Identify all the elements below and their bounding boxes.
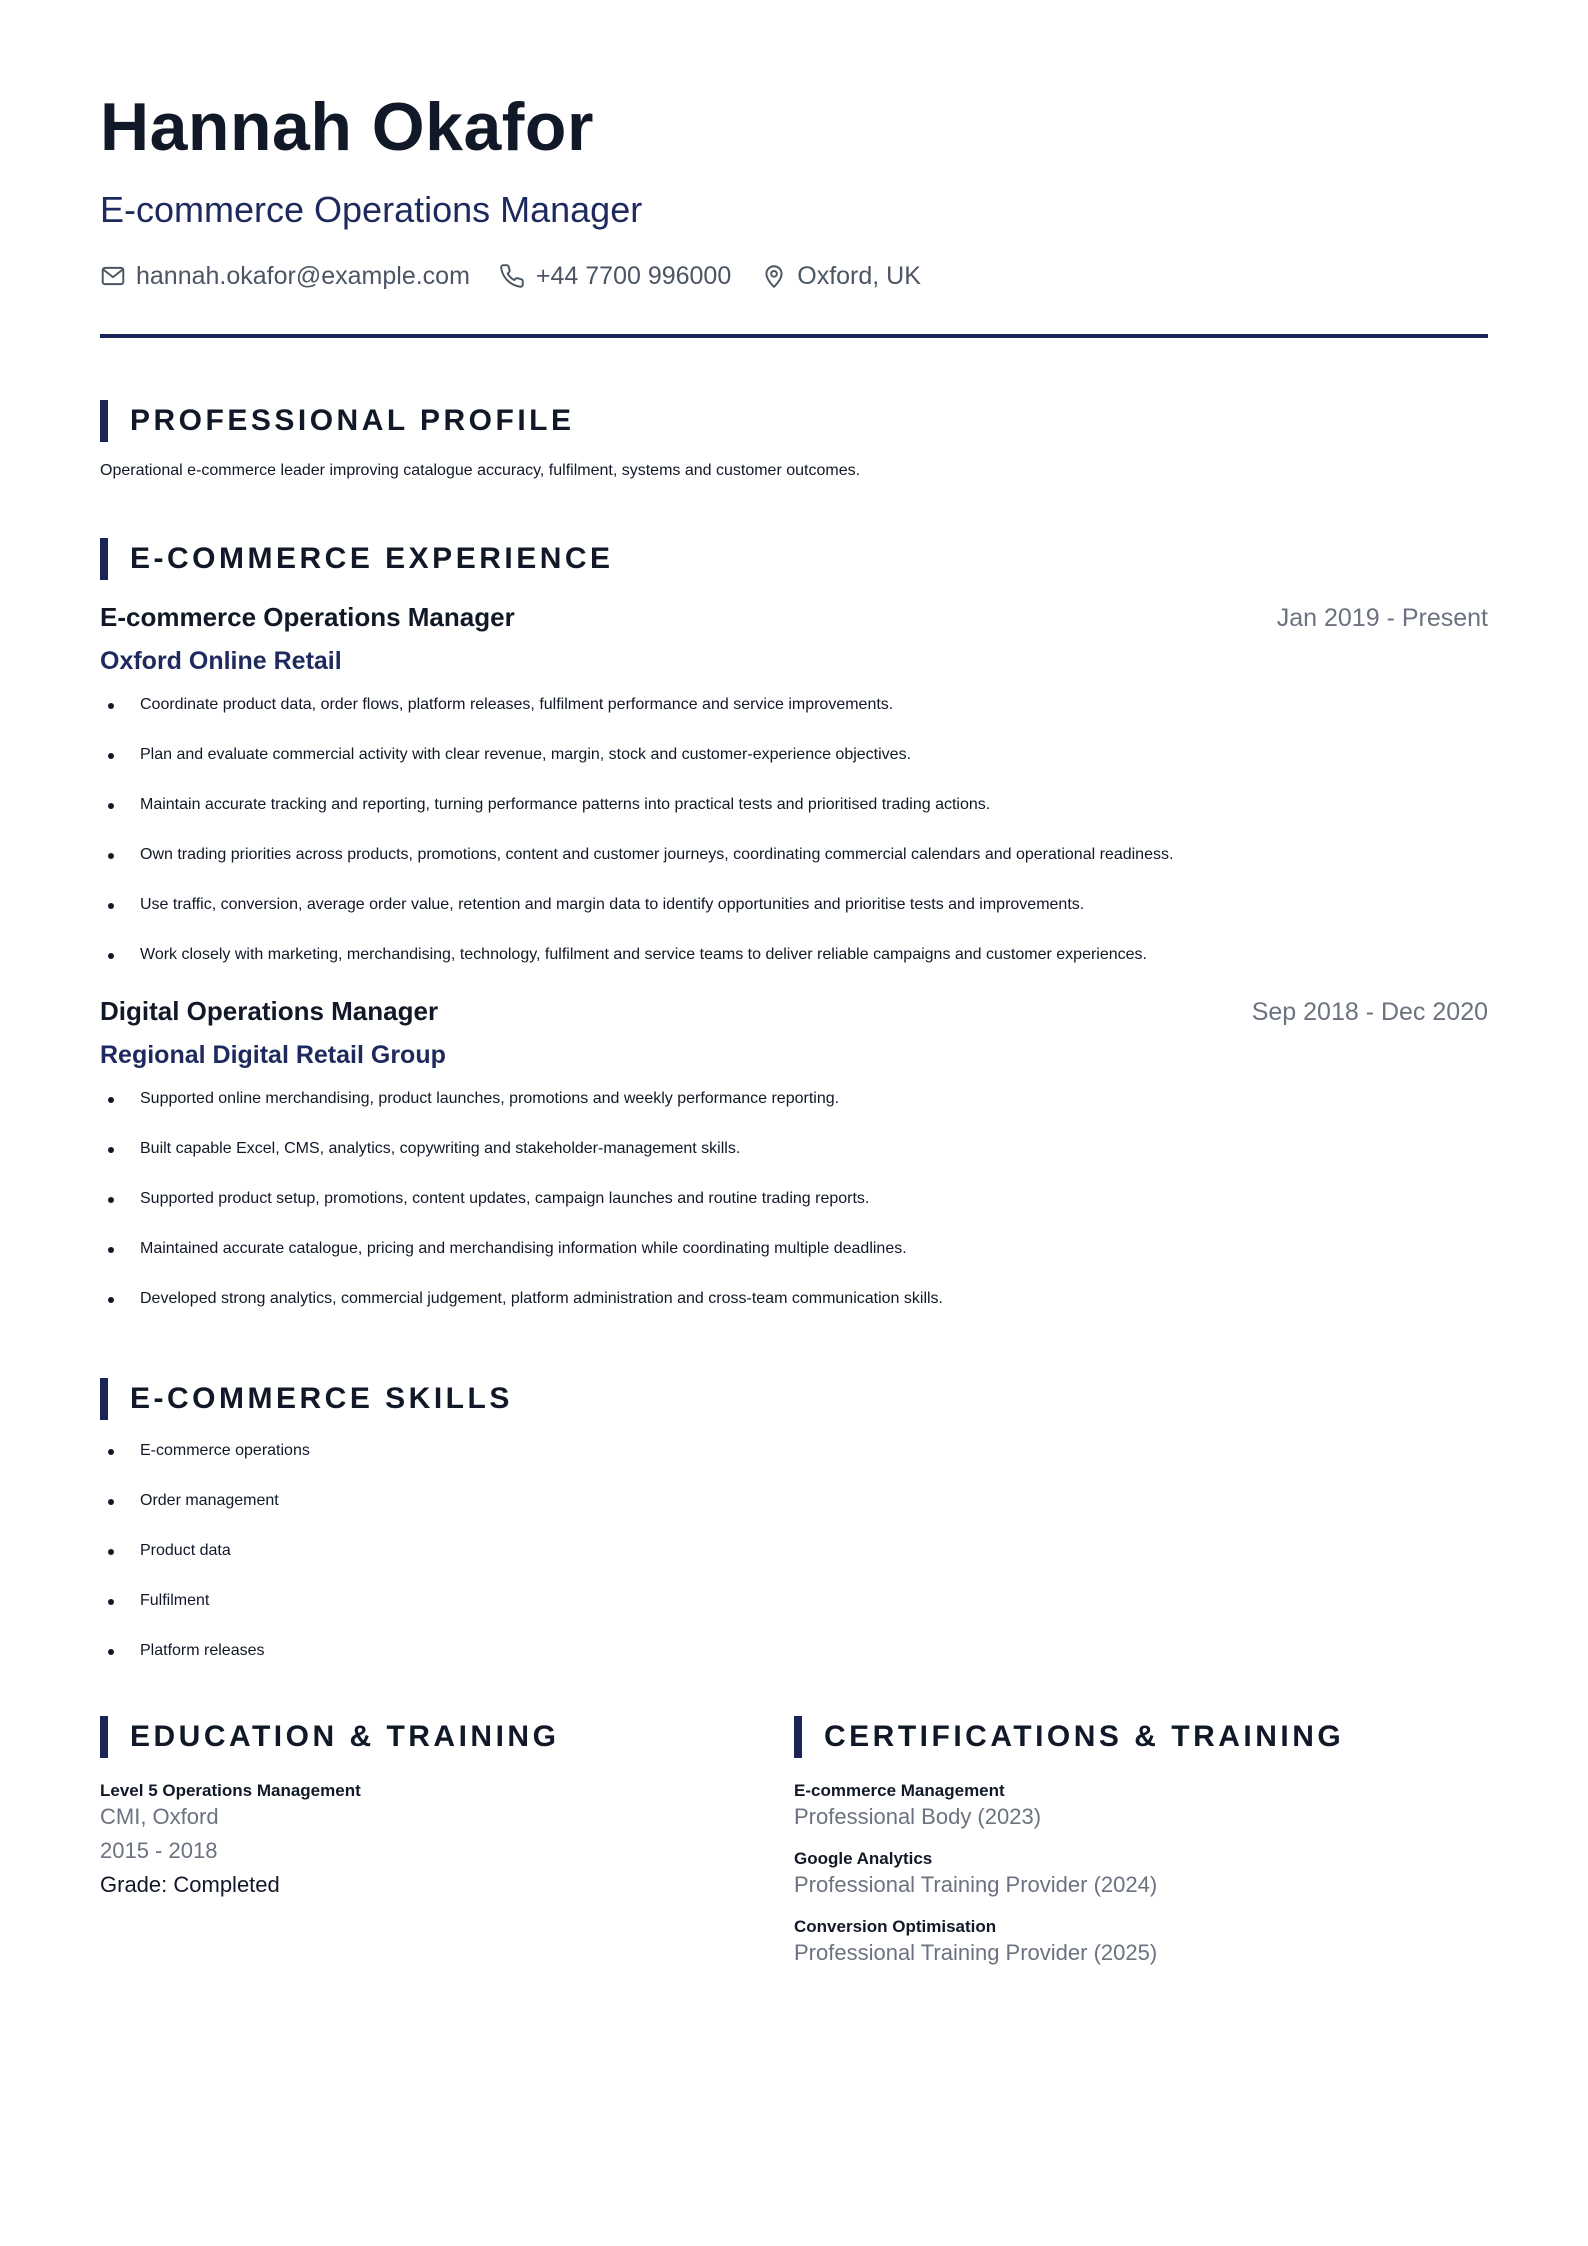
job-dates: Sep 2018 - Dec 2020 bbox=[1251, 998, 1488, 1026]
bullet-item: Coordinate product data, order flows, platform releases, fulfilment performance and service improvements. bbox=[100, 694, 1488, 744]
job-header bbox=[100, 996, 1488, 1027]
skill-item: Product data bbox=[100, 1540, 1488, 1590]
certifications-heading: CERTIFICATIONS & TRAINING bbox=[824, 1720, 1345, 1753]
education-entry bbox=[100, 1780, 794, 1900]
location-pin-icon bbox=[761, 263, 787, 289]
job-dates: Jan 2019 - Present bbox=[1276, 604, 1488, 632]
experience-heading: E-COMMERCE EXPERIENCE bbox=[130, 542, 614, 575]
skills-heading: E-COMMERCE SKILLS bbox=[130, 1382, 513, 1415]
email-text: hannah.okafor@example.com bbox=[136, 262, 470, 290]
certification-entry bbox=[794, 1916, 1488, 1968]
phone-icon bbox=[500, 263, 526, 289]
contact-email[interactable] bbox=[100, 260, 470, 292]
mail-icon bbox=[100, 263, 126, 289]
institution-name: CMI, Oxford bbox=[100, 1804, 219, 1829]
certification-detail: Professional Body (2023) bbox=[794, 1804, 1042, 1829]
bullet-item: Maintain accurate tracking and reporting, turning performance patterns into practical tests and prioritised trading actions. bbox=[100, 794, 1488, 844]
education-column bbox=[100, 1716, 794, 1984]
job-bullets bbox=[100, 694, 1488, 994]
qualification-name: Level 5 Operations Management bbox=[100, 1781, 361, 1800]
heading-accent-bar bbox=[100, 1378, 108, 1420]
job-company: Oxford Online Retail bbox=[100, 647, 342, 675]
bullet-item: Plan and evaluate commercial activity with clear revenue, margin, stock and customer-experience objectives. bbox=[100, 744, 1488, 794]
education-grade: Grade: Completed bbox=[100, 1872, 280, 1897]
skill-item: Platform releases bbox=[100, 1640, 1488, 1690]
location-text: Oxford, UK bbox=[797, 262, 921, 290]
bullet-item: Maintained accurate catalogue, pricing and merchandising information while coordinating multiple deadlines. bbox=[100, 1238, 1488, 1288]
profile-summary: Operational e-commerce leader improving catalogue accuracy, fulfilment, systems and customer outcomes. bbox=[100, 462, 861, 479]
job-title: Digital Operations Manager bbox=[100, 996, 439, 1026]
candidate-name: Hannah Okafor bbox=[100, 89, 594, 165]
contact-location bbox=[761, 260, 921, 292]
skills-section-heading bbox=[100, 1378, 1488, 1420]
heading-accent-bar bbox=[100, 400, 108, 442]
heading-accent-bar bbox=[794, 1716, 802, 1758]
phone-text: +44 7700 996000 bbox=[535, 262, 732, 290]
bullet-item: Supported product setup, promotions, content updates, campaign launches and routine trading reports. bbox=[100, 1188, 1488, 1238]
certifications-list bbox=[794, 1780, 1488, 1968]
skill-item: Order management bbox=[100, 1490, 1488, 1540]
job-header bbox=[100, 602, 1488, 633]
bullet-item: Built capable Excel, CMS, analytics, copywriting and stakeholder-management skills. bbox=[100, 1138, 1488, 1188]
job-entry bbox=[100, 602, 1488, 994]
heading-accent-bar bbox=[100, 1716, 108, 1758]
contact-bar bbox=[100, 260, 1488, 292]
bullet-item: Supported online merchandising, product launches, promotions and weekly performance reporting. bbox=[100, 1088, 1488, 1138]
bullet-item: Work closely with marketing, merchandising, technology, fulfilment and service teams to deliver reliable campaigns and customer experiences. bbox=[100, 944, 1488, 994]
certification-name: Conversion Optimisation bbox=[794, 1917, 997, 1936]
bullet-item: Developed strong analytics, commercial judgement, platform administration and cross-team communication skills. bbox=[100, 1288, 1488, 1338]
profile-heading: PROFESSIONAL PROFILE bbox=[130, 404, 575, 437]
skill-item: Fulfilment bbox=[100, 1590, 1488, 1640]
certifications-column bbox=[794, 1716, 1488, 1984]
job-title: E-commerce Operations Manager bbox=[100, 602, 515, 632]
certification-name: E-commerce Management bbox=[794, 1781, 1005, 1800]
certification-detail: Professional Training Provider (2025) bbox=[794, 1940, 1158, 1965]
education-section-heading bbox=[100, 1716, 794, 1758]
skills-list bbox=[100, 1440, 1488, 1690]
certification-entry bbox=[794, 1780, 1488, 1832]
bullet-item: Own trading priorities across products, promotions, content and customer journeys, coordinating commercial calendars and operational readiness. bbox=[100, 844, 1488, 894]
bottom-columns bbox=[100, 1716, 1488, 1984]
heading-accent-bar bbox=[100, 538, 108, 580]
experience-section-heading bbox=[100, 538, 1488, 580]
certifications-section-heading bbox=[794, 1716, 1488, 1758]
job-company: Regional Digital Retail Group bbox=[100, 1041, 446, 1069]
job-bullets bbox=[100, 1088, 1488, 1338]
bullet-item: Use traffic, conversion, average order value, retention and margin data to identify opportunities and prioritise tests and improvements. bbox=[100, 894, 1488, 944]
job-entry bbox=[100, 996, 1488, 1338]
certification-name: Google Analytics bbox=[794, 1849, 933, 1868]
certification-detail: Professional Training Provider (2024) bbox=[794, 1872, 1158, 1897]
profile-section-heading bbox=[100, 400, 1488, 442]
header-divider bbox=[100, 334, 1488, 338]
skill-item: E-commerce operations bbox=[100, 1440, 1488, 1490]
contact-phone[interactable] bbox=[500, 260, 731, 292]
education-years: 2015 - 2018 bbox=[100, 1838, 218, 1863]
candidate-role: E-commerce Operations Manager bbox=[100, 189, 643, 230]
certification-entry bbox=[794, 1848, 1488, 1900]
education-heading: EDUCATION & TRAINING bbox=[130, 1720, 560, 1753]
